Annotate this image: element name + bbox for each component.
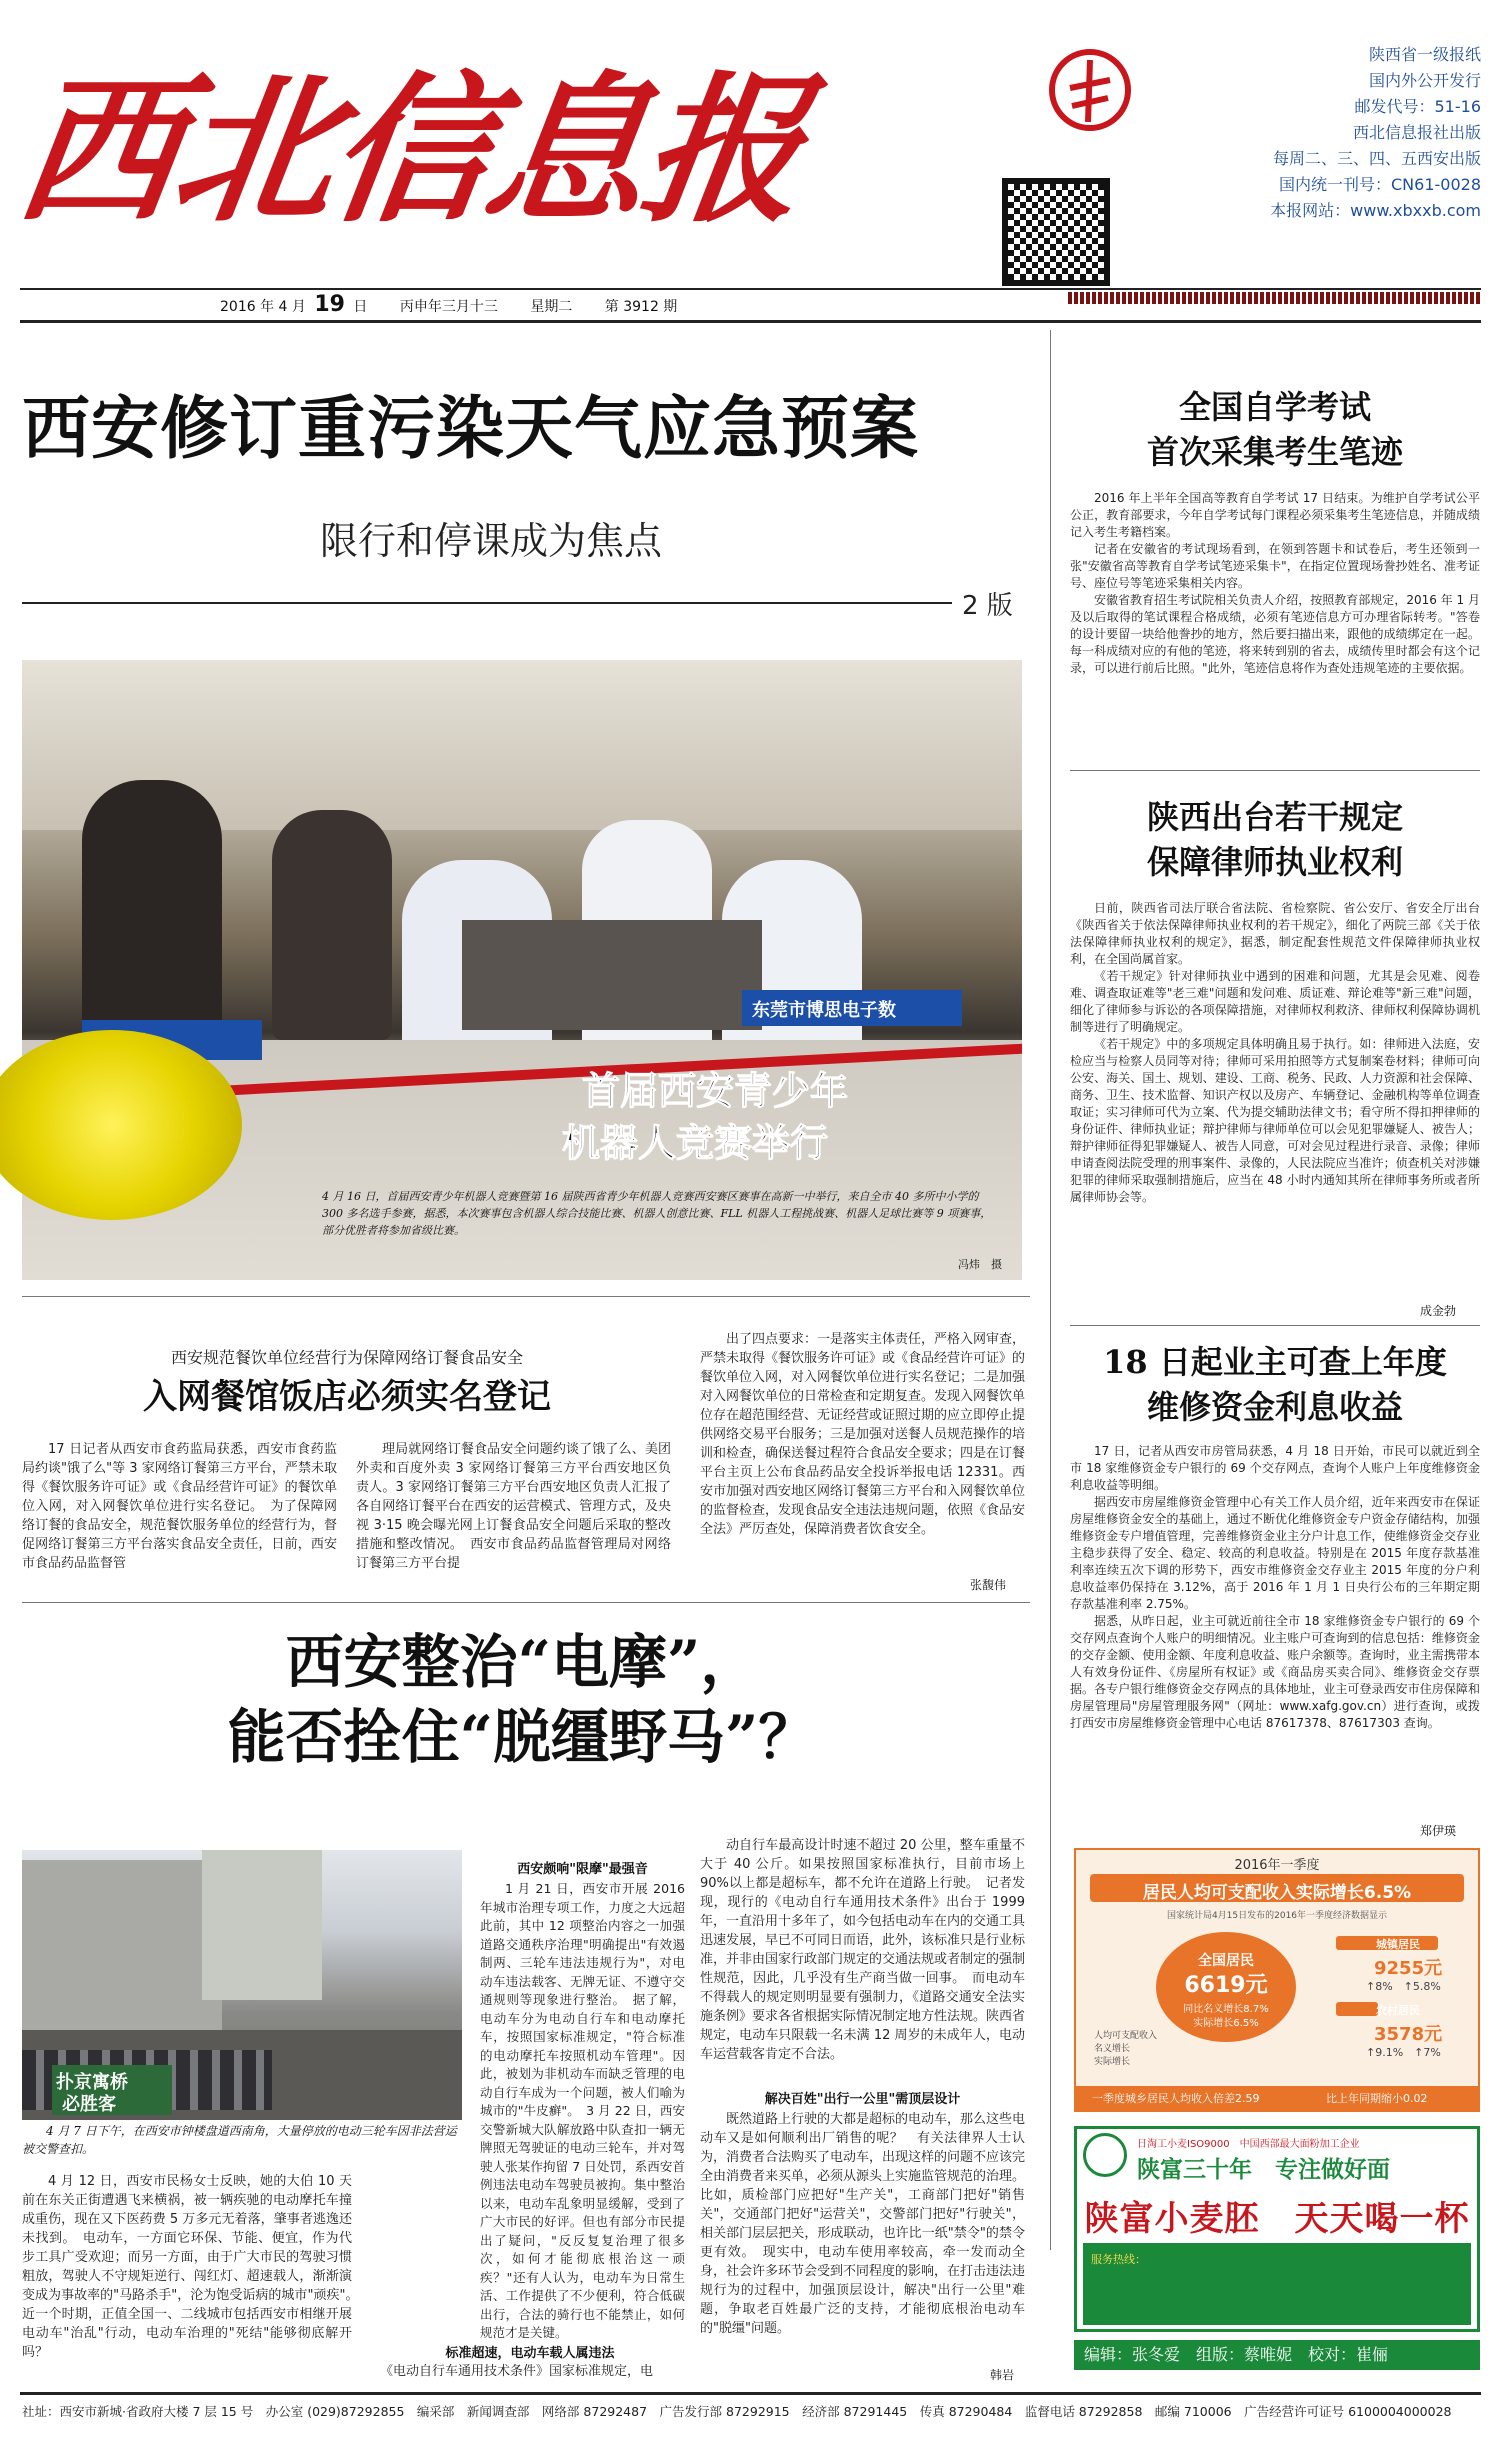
- ad-hotline: 服务热线：: [1091, 2253, 1146, 2266]
- photo-sign-2: 必胜客: [62, 2094, 116, 2115]
- info-line: 西北信息报社出版: [1352, 123, 1481, 142]
- ad-slogan: 陕富三十年 专注做好面: [1137, 2156, 1390, 2183]
- lawyer-p1: 日前，陕西省司法厅联合省法院、省检察院、省公安厅、省安全厅出台《陕西省关于依法保障律师执业权利的若干规定》，细化了两院三部《关于依法保障律师执业权利的规定》，据悉，制定配套性规范文件保障律师执业权利，在全国尚属首家。: [1070, 901, 1480, 966]
- photo-sign-1: 扑京寓桥: [56, 2072, 128, 2093]
- editors-line: 编辑：张冬爱 组版：蔡唯妮 校对：崔俪: [1074, 2340, 1480, 2370]
- masthead-title: 西北信息报: [6, 56, 814, 244]
- legend-2: 名义增长: [1094, 2044, 1131, 2054]
- info-line: 国内统一刊号：CN61-0028: [1279, 175, 1481, 194]
- ebike-title-2: 能否拴住“脱缰野马”？: [227, 1703, 817, 1771]
- issue-number: 第 3912 期: [604, 299, 678, 315]
- ebike-col2-sub: 标准超速，电动车载人属违法: [445, 2346, 615, 2361]
- date-line: [220, 292, 677, 317]
- date-day: 19: [314, 292, 345, 317]
- info-season: 2016年一季度: [1234, 1858, 1320, 1873]
- ebike-title-1: 西安整治“电摩”，: [285, 1628, 759, 1696]
- repair-p2: 据西安市房屋维修资金管理中心有关工作人员介绍，近年来西安市在保证房屋维修资金安全的基础上，通过不断优化维修资金专户资金存储结构，加强维修资金专户增值管理，完善维修资金业主分户计息工作，使维修资金交存业主稳步获得了安全、稳定、较高的利息收益。特别是在 2015 年度存款基准利率连续五次下调的形势下，西安市维修资金交存业主 2015 年度的分户利息收益率仍保持在 3.12%，高于 2016 年 1 月 1 日央行公布的三年期定期存款基准利率 2.75%。: [1070, 1495, 1480, 1611]
- masthead: [0, 0, 1501, 317]
- legend-1: 人均可支配收入: [1094, 2031, 1158, 2041]
- date-year-month: 2016 年 4 月: [220, 299, 306, 315]
- repair-title-1: 18 日起业主可查上年度: [1103, 1343, 1447, 1381]
- ebike-col2-head: 西安颇响"限摩"最强音: [517, 1862, 648, 1877]
- exam-title-1: 全国自学考试: [1178, 388, 1371, 426]
- rural-label: 农村居民: [1376, 2004, 1420, 2017]
- footer-line: 社址：西安市新城·省政府大楼 7 层 15 号 办公室 (029)87292855 编采部 新闻调查部 网络部 87292487 广告发行部 87292915 经济部 87291445 传真 87290484 监督电话 87292858 邮编 710006 广告经营许可证号 6100004000028: [22, 2404, 1452, 2419]
- qr-code-icon: [1002, 178, 1110, 286]
- info-line: 每周二、三、四、五西安出版: [1272, 149, 1481, 168]
- info-bottom-left: 一季度城乡居民人均收入倍差2.59: [1092, 2092, 1260, 2105]
- date-day-unit: 日: [353, 299, 368, 315]
- info-line: 陕西省一级报纸: [1368, 45, 1481, 64]
- ad-product: 陕富小麦胚 天天喝一杯: [1084, 2199, 1470, 2239]
- ebike-col3b: 既然道路上行驶的大都是超标的电动车，那么这些电动车又是如何顺利出厂销售的呢？ 有关法律界人士认为，消费者合法购买了电动车，出现这样的问题不应该完全由消费者来买单，必须从源头上实施监管规范的治理。比如，质检部门应把好"生产关"，工商部门把好"销售关"，交通部门把好"运营关"，交警部门把好"行驶关"，相关部门层层把关，形成联动，也许比一纸"禁令"的禁令更有效。 现实中，电动车使用率较高，牵一发而动全身，社会许多环节会受到不同程度的影响，在打击违法违规行为的过程中，加强顶层设计，解决"出行一公里"难题，争取老百姓最广泛的支持，才能彻底根治电动车的"脱缰"问题。: [700, 2112, 1026, 2336]
- lawyer-p2: 《若干规定》针对律师执业中遇到的困难和问题，尤其是会见难、阅卷难、调查取证难等"老三难"问题和发问难、质证难、辩论难等"新三难"问题，细化了律师参与诉讼的各项保障措施，对律师权利救济、律师权利保障协调机制等进行了明确规定。: [1070, 969, 1480, 1034]
- center-sub2: 实际增长6.5%: [1193, 2018, 1259, 2029]
- ebike-photo-caption: 4 月 7 日下午，在西安市钟楼盘道西南角，大量停放的电动三轮车因非法营运被交警查扣。: [22, 2124, 457, 2156]
- robot-photo: [22, 660, 1022, 1280]
- urban-real: 5.8%: [1412, 1980, 1441, 1993]
- ebike-col2-tail: 《电动自行车通用技术条件》国家标准规定，电: [380, 2364, 654, 2379]
- lawyer-title-1: 陕西出台若干规定: [1146, 798, 1403, 836]
- lead-headline: 西安修订重污染天气应急预案: [22, 390, 920, 469]
- info-line: 本报网站：www.xbxxb.com: [1270, 201, 1481, 220]
- photo-title-1: 首届西安青少年: [582, 1069, 849, 1113]
- rural-bar: [1336, 2002, 1378, 2016]
- lawyer-p3: 《若干规定》中的多项规定具体明确且易于执行。如：律师进入法庭，安检应当与检察人员同等对待；律师可采用拍照等方式复制案卷材料；律师可向公安、海关、国土、规划、建设、工商、税务、民政、人力资源和社会保障、商务、卫生、技术监督、知识产权以及房产、车辆登记、金融机构等单位调查取证；实习律师可代为立案、代为提交辅助法律文书；看守所不得扣押律师的身份证件、律师执业证；辩护律师与律师单位可以会见犯罪嫌疑人、被告人；辩护律师征得犯罪嫌疑人、被告人同意，可对会见过程进行录音、录像；律师申请查阅法院受理的刑事案件、录像的，人民法院应当准许；侦查机关对涉嫌犯罪的律师采取强制措施后，应当在 48 小时内通知其所在律师事务所或者所属律师协会等。: [1070, 1037, 1480, 1204]
- center-value: 6619元: [1184, 1973, 1268, 1998]
- ad-top-line: 日淘工小麦ISO9000 中国西部最大面粉加工企业: [1137, 2139, 1360, 2150]
- food-col2: 理局就网络订餐食品安全问题约谈了饿了么、美团外卖和百度外卖 3 家网络订餐第三方平台西安地区负责人。3 家网络订餐第三方平台西安地区负责人汇报了各自网络订餐平台在西安的运营模式、管理方式，及央视 3·15 晚会曝光网上订餐食品安全问题后采取的整改措施和整改情况。 西安市食品药品监督管理局对网络订餐第三方平台提: [356, 1442, 671, 1571]
- food-col1: 17 日记者从西安市食药监局获悉，西安市食药监局约谈"饿了么"等 3 家网络订餐第三方平台，严禁未取得《餐饮服务许可证》或《食品经营许可证》的餐饮单位入网，对入网餐饮单位进行实名登记。 为了保障网络订餐的食品安全，规范餐饮服务单位的经营行为，督促网络订餐第三方平台落实食品安全责任，日前，西安市食品药品监督管: [22, 1442, 337, 1571]
- repair-credit: 郑伊瑛: [1420, 1824, 1457, 1838]
- info-line: 邮发代号：51-16: [1354, 97, 1481, 116]
- repair-p1: 17 日，记者从西安市房管局获悉，4 月 18 日开始，市民可以就近到全市 18 家维修资金专户银行的 69 个交存网点，查询个人账户上年度维修资金利息收益等明细。: [1070, 1444, 1480, 1492]
- ebike-col3-sub: 解决百姓"出行一公里"需顶层设计: [764, 2092, 961, 2107]
- urban-label: 城镇居民: [1376, 1938, 1420, 1951]
- exam-p2: 记者在安徽省的考试现场看到，在领到答题卡和试卷后，考生还领到一张"安徽省高等教育自学考试笔迹采集卡"，在指定位置现场誊抄姓名、准考证号、座位号等笔迹采集相关内容。: [1070, 542, 1480, 590]
- lead-page-ref: 2 版: [962, 591, 1013, 621]
- urban-value: 9255元: [1374, 1958, 1443, 1979]
- food-kicker: 西安规范餐饮单位经营行为保障网络订餐食品安全: [170, 1348, 523, 1367]
- ebike-credit: 韩岩: [990, 2368, 1015, 2382]
- lunar-date: 丙申年三月十三: [399, 299, 498, 315]
- lead-subheadline: 限行和停课成为焦点: [320, 519, 663, 563]
- info-line: 国内外公开发行: [1368, 71, 1481, 90]
- food-col3: 出了四点要求：一是落实主体责任，严格入网审查，严禁未取得《餐饮服务许可证》或《食品经营许可证》的餐饮单位入网，对入网餐饮单位进行实名登记；二是加强对入网餐饮单位的日常检查和定期复查。发现入网餐饮单位存在超范围经营、无证经营或证照过期的应立即停止提供网络交易平台服务；三是加强对送餐人员规范操作的培训和检查，确保送餐过程符合食品安全要求；四是在订餐平台主页上公布食品药品安全投诉举报电话 12331。西安市加强对西安地区网络订餐第三方平台和入网餐饮单位的监督检查，发现食品安全违法违规问题，依照《食品安全法》严厉查处，保障消费者饮食安全。: [700, 1332, 1026, 1537]
- banner-right: 东莞市博思电子数: [752, 1000, 896, 1021]
- rural-value: 3578元: [1374, 2024, 1443, 2045]
- urban-nominal: 8%: [1375, 1980, 1393, 1993]
- info-bottom-right: 比上年同期缩小0.02: [1326, 2092, 1428, 2105]
- photo-title-2: 机器人竞赛举行: [562, 1121, 829, 1165]
- rural-nominal: 9.1%: [1375, 2046, 1404, 2059]
- info-title: 居民人均可支配收入实际增长6.5%: [1142, 1883, 1412, 1903]
- exam-p3: 安徽省教育招生考试院相关负责人介绍，按照教育部规定，2016 年 1 月及以后取得的笔试课程合格成绩，必须有笔迹信息方可办理省际转考。"答卷的设计要留一块给他誊抄的地方，然后要扫描出来，跟他的成绩绑定在一起。每一科成绩对应的有他的笔迹，将来转到别的省去，成绩传里时都会有这个记录，可以进行前后比照。"此外，笔迹信息将作为查处违规笔迹的主要依据。: [1070, 593, 1480, 675]
- info-source: 国家统计局4月15日发布的2016年一季度经济数据显示: [1166, 1911, 1388, 1921]
- food-title: 入网餐馆饭店必须实名登记: [143, 1377, 551, 1417]
- flour-ad: [1074, 2126, 1480, 2332]
- exam-p1: 2016 年上半年全国高等教育自学考试 17 日结束。为维护自学考试公平公正，教育部要求，今年自学考试每门课程必须采集考生笔迹信息，并随成绩记入考生考籍档案。: [1070, 491, 1480, 539]
- ebike-col3: 动自行车最高设计时速不超过 20 公里，整车重量不大于 40 公斤。如果按照国家标准执行，目前市场上 90%以上都是超标车，都不允许在道路上行驶。 记者发现，现行的《电动自行车通用技术条件》出台于 1999 年，一直沿用十多年了，如今包括电动车在内的交通工具迅速发展，早已不可同日而语，此外，该标准只是行业标准，并非由国家行政部门规定的交通法规或者制定的强制性规范，因此，几乎没有生产商当做一回事。 而电动车不得载人的规定则明显要有强制力，《道路交通安全法实施条例》要求各省根据实际情况制定地方性法规。陕西省规定，电动车只限载一名未满 12 周岁的未成年人，电动车运营载客肯定不合法。: [700, 1838, 1026, 2062]
- rural-real: 7%: [1423, 2046, 1441, 2059]
- repair-title-2: 维修资金利息收益: [1146, 1388, 1403, 1426]
- ebike-col2: 1 月 21 日，西安市开展 2016 年城市治理专项工作，力度之大远超此前，其中 12 项整治内容之一加强道路交通秩序治理"明确提出"有效遏制两、三轮车违法违规行为"，对电动车违法载客、无牌无证、不遵守交通规则等现象进行整治。 据了解，电动车分为电动自行车和电动摩托车，按照国家标准规定，"符合标准的电动摩托车按照机动车管理"。因此，被划为非机动车而缺乏管理的电动自行车成为一个问题，被人们喻为城市的"牛皮癣"。 3 月 22 日，西安交警新城大队解放路中队查扣一辆无牌照无驾驶证的电动三轮车，并对驾驶人张某作拘留 7 日处罚，系西安首例违法电动车驾驶员被拘。集中整治以来，电动车乱象明显缓解，受到了广大市民的好评。但也有部分市民提出了疑问，"反反复复治理了很多次，如何才能彻底根治这一顽疾？"还有人认为，电动车为日常生活、工作提供了不少便利，符合低碳出行，合法的骑行也不能禁止，如何规范才是关键。: [480, 1881, 685, 2340]
- lawyer-title-2: 保障律师执业权利: [1146, 843, 1403, 881]
- center-label: 全国居民: [1198, 1953, 1254, 1969]
- ebike-col1: 4 月 12 日，西安市民杨女士反映，她的大伯 10 天前在东关正街遭遇飞来横祸，被一辆疾驰的电动摩托车撞成重伤，现在又下医药费 5 万多元无着落，肇事者逃逸还未找到。 电动车，一方面它环保、节能、便宜，作为代步工具广受欢迎；而另一方面，由于广大市民的驾驶习惯粗放，驾驶人不守规矩逆行、闯红灯、超速载人，渐渐演变成为事故率的"马路杀手"，沦为饱受诟病的城市"顽疾"。 近一个时期，正值全国一、二线城市包括西安市相继开展电动车"治乱"行动，电动车治理的"死结"能够彻底解开吗？: [22, 2174, 366, 2360]
- lawyer-credit: 成金勃: [1420, 1304, 1457, 1318]
- legend-3: 实际增长: [1094, 2057, 1131, 2067]
- weekday: 星期二: [530, 299, 573, 315]
- photo-caption: 4 月 16 日，首届西安青少年机器人竞赛暨第 16 届陕西省青少年机器人竞赛西安赛区赛事在高新一中举行，来自全市 40 多所中小学的 300 多名选手参赛，据悉，本次赛事包含机器人综合技能比赛、机器人创意比赛、FLL 机器人工程挑战赛、机器人足球比赛等 9 项赛事，部分优胜者将参加省级比赛。: [322, 1190, 992, 1237]
- photo-credit: 冯炜 摄: [958, 1258, 1002, 1271]
- repair-p3: 据悉，从昨日起，业主可就近前往全市 18 家维修资金专户银行的 69 个交存网点查询个人账户的明细情况。业主账户可查询到的信息包括：维修资金的交存金额、使用金额、年度利息收益、账户余额等。查询时，业主需携带本人有效身份证件、《房屋所有权证》或《商品房买卖合同》、维修资金交存票据。各专户银行维修资金交存网点的具体地址，业主可登录西安市住房保障和房屋管理局"房屋管理服务网"（网址：www.xafg.gov.cn）进行查询，或拨打西安市房屋维修资金管理中心电话 87617378、87617303 查询。: [1070, 1614, 1480, 1730]
- income-infographic: 2016年一季度 居民人均可支配收入实际增长6.5% 国家统计局4月15日发布的2016年一季度经济数据显示 全国居民 6619元 同比名义增长8.7% 实际增长6.5% 城镇居民 9255元 ↑8% ↑5.8% 农村居民 3578元 ↑9.1% ↑7% 人均可支配收入 名义增长 实际增长 一季度城乡居民人均收入倍差2.59 比上年同期缩小0.02: [1074, 1848, 1480, 2112]
- center-sub: 同比名义增长8.7%: [1183, 2004, 1269, 2015]
- exam-title-2: 首次采集考生笔迹: [1146, 433, 1403, 471]
- food-credit: 张馥伟: [970, 1578, 1007, 1592]
- masthead-info: [1121, 42, 1481, 224]
- ebike-photo: [22, 1850, 462, 2120]
